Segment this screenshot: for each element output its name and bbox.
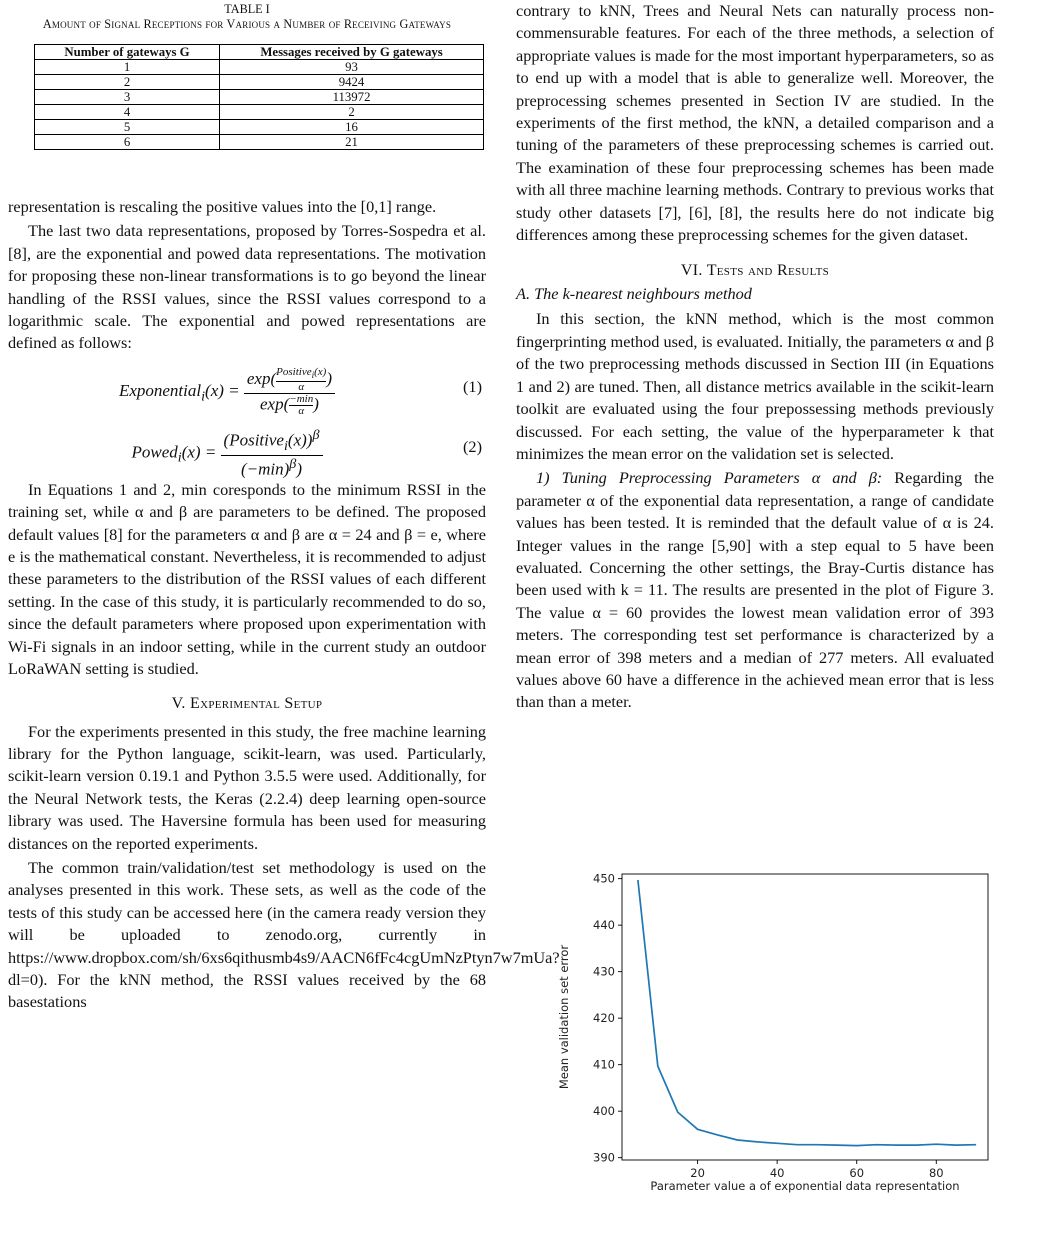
- paragraph: [8, 479, 486, 681]
- table-body: [35, 60, 484, 150]
- equation-1-number: (1): [463, 376, 482, 396]
- table-cell-messages: 16: [220, 120, 484, 135]
- text-span: In Equations 1 and 2, min coresponds to the minimum RSSI in the training set, while α and β are parameters to be defined. The proposed default values [8] for the parameters α and β are α = 24 and β = e, where e is the mathematical constant. Nevertheless, it is recommended to adjust these parameters to the distribution of the RSSI values of each different setting. In the case of this study, it is particularly recommended to do so, since the default parameters where proposed upon experimentation with Wi-Fi signals in an indoor setting, while in the current study an outdoor LoRaWAN setting is studied.: [8, 479, 486, 679]
- y-tick-label: 420: [593, 1011, 615, 1026]
- paragraph: [8, 721, 486, 855]
- equation-2: [8, 426, 486, 479]
- x-tick-label: 60: [849, 1166, 865, 1180]
- equation-2-number: (2): [463, 436, 482, 456]
- y-tick-label: 440: [593, 918, 615, 933]
- subsection-title-a: A. The k-nearest neighbours method: [516, 284, 752, 304]
- paragraph: [516, 0, 994, 246]
- text-span: The common train/validation/test set methodology is used on the analyses presented in this work. These sets, as well as the code of the tests of this study can be accessed here (in the camera ready version they will be uploaded to zenodo.org, currently in https://www.dropbox.com/sh/6xs6qithusmb4s9/AACN6fFc4cgUmNzPtyn7w7mUa?dl=0). For the kNN method, the RSSI values received by the 68 basestations: [8, 857, 560, 1012]
- table-row: [35, 90, 484, 105]
- paragraph: [516, 308, 994, 465]
- x-tick-label: 20: [690, 1166, 705, 1180]
- table-row: [35, 120, 484, 135]
- text-span: The last two data representations, proposed by Torres-Sospedra et al. [8], are the exponential and powed data representations. The motivation for proposing these non-linear transformations is to go beyond the linear handling of the RSSI values, since the RSSI values correspond to a logarithmic scale. The exponential and powed representations are defined as follows:: [8, 221, 486, 353]
- table-cell-gateways: 2: [35, 75, 220, 90]
- subsubsection-title: 1) Tuning Preprocessing Parameters α and β:: [536, 468, 883, 488]
- table-cell-messages: 2: [220, 105, 484, 120]
- y-tick-label: 450: [593, 871, 615, 886]
- table-row: [35, 75, 484, 90]
- text-span: Regarding the parameter α of the exponential data representation, a range of candidate values has been tested. It is reminded that the default value of α is 24. Integer values in the range [5,90] with a step equal to 5 have been evaluated. Concerning the other settings, the Bray-Curtis distance has been used with k = 11. The results are presented in the plot of Figure 3. The value α = 60 provides the lowest mean validation error of 393 meters. The corresponding test set performance is characterized by a mean error of 398 meters and a median of 277 meters. All evaluated values above 60 have a difference in the achieved mean error that is less than than a meter.: [516, 468, 994, 712]
- table-header-row: [35, 45, 484, 60]
- table-header-gateways: Number of gateways G: [35, 45, 220, 60]
- table-cell-gateways: 1: [35, 60, 220, 75]
- fraction: $\frac{(Positive_i(x))^\beta}{(-\min)^\beta)}$: [221, 427, 323, 480]
- x-tick-label: 40: [769, 1166, 785, 1180]
- table-header-messages: Messages received by G gateways: [220, 45, 484, 60]
- paragraph: [8, 857, 560, 1014]
- y-axis: [593, 872, 622, 1165]
- x-axis: [690, 1160, 943, 1180]
- text-span: In this section, the kNN method, which is the most common fingerprinting method used, is evaluated. Initially, the parameters α and β of the two preprocessing methods discussed in Section III (in Equations 1 and 2) are tuned. Then, all distance metrics available in the scikit-learn toolkit are evaluated using the four prepossessing methods previously discussed. For each setting, the value of the hyperparameter k that minimizes the mean error on the validation set is selected.: [516, 309, 994, 463]
- table-cell-gateways: 4: [35, 105, 220, 120]
- x-axis-label: Parameter value a of exponential data representation: [650, 1179, 960, 1193]
- series-line: [638, 880, 976, 1146]
- section-title-vi: VI. Tests and Results: [680, 262, 830, 280]
- table-cell-messages: 9424: [220, 75, 484, 90]
- fraction: exp( Positive$_i$(x) α ) exp( −min α ): [244, 367, 335, 417]
- gateways-table: [34, 44, 484, 150]
- text-span: For the experiments presented in this study, the free machine learning library for the Python language, scikit-learn, was used. Particularly, scikit-learn version 0.19.1 and Python 3.5.5 were used. Additionally, for the Neural Network tests, the Keras (2.2.4) deep learning open-source library was used. The Haversine formula has been used for measuring distances on the reported experiments.: [8, 721, 486, 853]
- table-label: TABLE I: [224, 2, 270, 16]
- text-span: contrary to kNN, Trees and Neural Nets can naturally process non-commensurable features. For each of the three methods, a selection of appropriate values is made for the most important hyperparameters, so as to end up with a model that is able to generalize well. Moreover, the preprocessing schemes presented in Section IV are studied. In the experiments of the first method, the kNN, a detailed comparison and a tuning of the parameters of these preprocessing schemes is carried out. The examination of these four preprocessing schemes has been made with all three machine learning methods. Contrary to previous works that study other datasets [7], [6], [8], the results here do not indicate big differences among these preprocessing schemes for the given dataset.: [516, 1, 994, 245]
- equation-2-body: Powed$_i$(x) = $\frac{(Positive_i(x))^\beta}{(-\min)^\beta)}$: [8, 427, 446, 480]
- y-tick-label: 390: [593, 1150, 615, 1165]
- paragraph: [8, 196, 486, 218]
- table-cell-messages: 21: [220, 135, 484, 150]
- plot-area: [622, 874, 988, 1160]
- table-cell-gateways: 6: [35, 135, 220, 150]
- paragraph: [8, 220, 486, 354]
- table-title: Amount of Signal Receptions for Various a Number of Receiving Gateways: [42, 17, 452, 31]
- equation-1: [8, 365, 486, 418]
- table-cell-messages: 113972: [220, 90, 484, 105]
- y-tick-label: 430: [593, 964, 615, 979]
- right-column: [516, 0, 994, 714]
- x-tick-label: 80: [928, 1166, 944, 1180]
- table-cell-messages: 93: [220, 60, 484, 75]
- table-caption: [8, 2, 486, 32]
- left-column: [8, 0, 560, 1014]
- table-row: [35, 60, 484, 75]
- figure-3-chart: [540, 868, 1010, 1208]
- equation-1-body: Exponential$_i$(x) = exp( Positive$_i$(x) α ) exp( −min α ): [8, 367, 446, 417]
- y-tick-label: 410: [593, 1057, 615, 1072]
- y-axis-label: Mean validation set error: [557, 944, 571, 1090]
- section-title-v: V. Experimental Setup: [171, 694, 323, 712]
- paragraph: [516, 467, 994, 713]
- table-cell-gateways: 5: [35, 120, 220, 135]
- y-tick-label: 400: [593, 1104, 615, 1119]
- text-span: representation is rescaling the positive values into the [0,1] range.: [8, 197, 437, 216]
- table-cell-gateways: 3: [35, 90, 220, 105]
- table-row: [35, 105, 484, 120]
- table-row: [35, 135, 484, 150]
